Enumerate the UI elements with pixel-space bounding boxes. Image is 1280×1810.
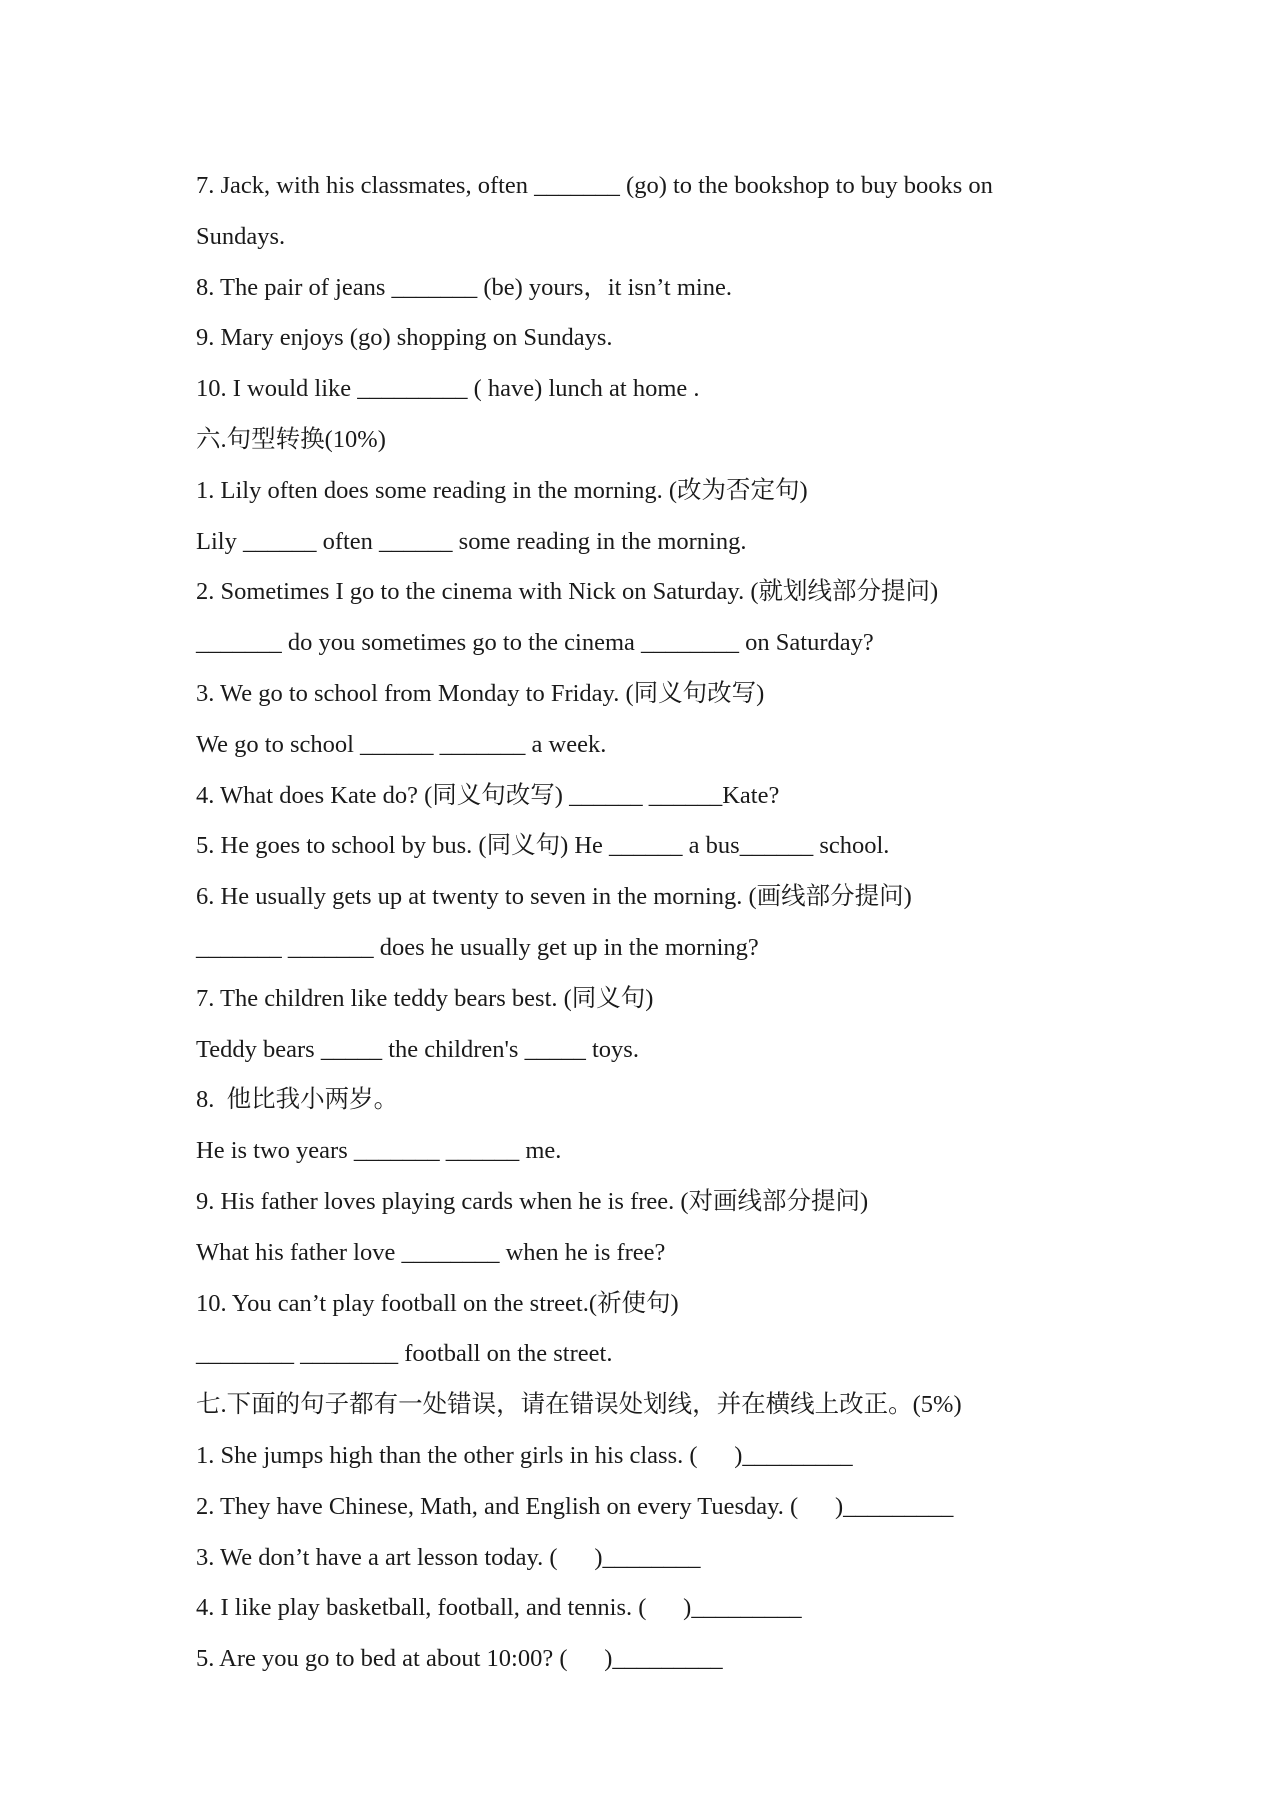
question-line: 7. The children like teddy bears best. (同义句) xyxy=(196,984,654,1012)
question-line: 2. They have Chinese, Math, and English on every Tuesday. ( )_________ xyxy=(196,1492,954,1520)
section6 xyxy=(196,415,1196,1380)
answer-line: ________ ________ football on the street. xyxy=(196,1340,613,1368)
question-line: 10. I would like _________ ( have) lunch at home . xyxy=(196,375,700,403)
question-line: 9. Mary enjoys (go) shopping on Sundays. xyxy=(196,324,613,352)
section7 xyxy=(196,1380,1196,1685)
section-heading: 七.下面的句子都有一处错误，请在错误处划线，并在横线上改正。(5%) xyxy=(196,1391,962,1419)
answer-line: We go to school ______ _______ a week. xyxy=(196,730,607,758)
question-line: 1. Lily often does some reading in the morning. (改为否定句) xyxy=(196,476,808,504)
question-line: 5. Are you go to bed at about 10:00? ( )_________ xyxy=(196,1645,723,1673)
section-heading: 六.句型转换(10%) xyxy=(196,425,386,453)
answer-line: Teddy bears _____ the children's _____ toys. xyxy=(196,1035,639,1063)
question-line: 1. She jumps high than the other girls in his class. ( )_________ xyxy=(196,1441,853,1469)
question-line: 5. He goes to school by bus. (同义句) He ______ a bus______ school. xyxy=(196,832,890,860)
question-line: 4. I like play basketball, football, and tennis. ( )_________ xyxy=(196,1594,802,1622)
answer-line: He is two years _______ ______ me. xyxy=(196,1137,562,1165)
question-line: 3. We go to school from Monday to Friday. (同义句改写) xyxy=(196,679,765,707)
answer-line: _______ do you sometimes go to the cinema ________ on Saturday? xyxy=(196,629,874,657)
question-line: 7. Jack, with his classmates, often _______ (go) to the bookshop to buy books on xyxy=(196,172,993,199)
answer-line: _______ _______ does he usually get up in the morning? xyxy=(196,933,759,961)
worksheet-page xyxy=(196,161,1196,1685)
question-line: 9. His father loves playing cards when he is free. (对画线部分提问) xyxy=(196,1187,869,1215)
question-line: 8. The pair of jeans _______ (be) yours，it isn’t mine. xyxy=(196,273,732,301)
question-line: 10. You can’t play football on the street.(祈使句) xyxy=(196,1289,679,1317)
answer-line: Lily ______ often ______ some reading in the morning. xyxy=(196,527,747,555)
question-line: 4. What does Kate do? (同义句改写) ______ ______Kate? xyxy=(196,781,780,809)
question-line: 3. We don’t have a art lesson today. ( )________ xyxy=(196,1543,701,1571)
question-line: 2. Sometimes I go to the cinema with Nick on Saturday. (就划线部分提问) xyxy=(196,578,939,606)
question-line: 6. He usually gets up at twenty to seven in the morning. (画线部分提问) xyxy=(196,883,912,911)
section5-continued xyxy=(196,161,1196,415)
answer-line: What his father love ________ when he is free? xyxy=(196,1238,666,1266)
question-line: 8. 他比我小两岁。 xyxy=(196,1086,399,1114)
question-line: Sundays. xyxy=(196,222,286,250)
